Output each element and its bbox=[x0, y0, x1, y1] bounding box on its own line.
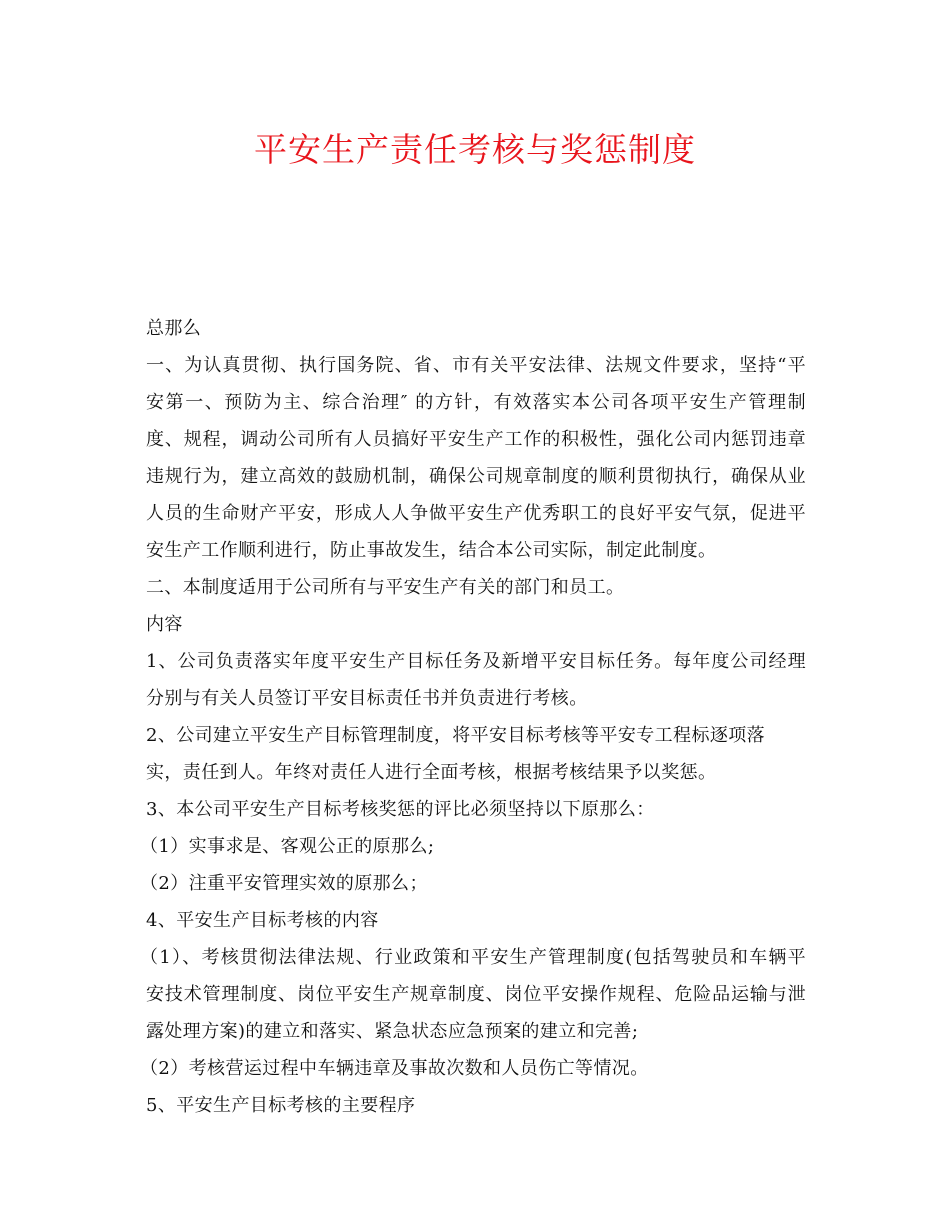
paragraph-line: 二、本制度适用于公司所有与平安生产有关的部门和员工。 bbox=[146, 577, 625, 598]
paragraph-line: 实，责任到人。年终对责任人进行全面考核，根据考核结果予以奖惩。 bbox=[146, 762, 717, 783]
list-item: （1）实事求是、客观公正的原那么; bbox=[140, 836, 435, 857]
paragraph-line: 分别与有关人员签订平安目标责任书并负责进行考核。 bbox=[146, 688, 588, 709]
document-title: 平安生产责任考核与奖惩制度 bbox=[254, 130, 696, 169]
paragraph-line: 安生产工作顺利进行，防止事故发生，结合本公司实际，制定此制度。 bbox=[146, 540, 717, 561]
paragraph-line: 人员的生命财产平安，形成人人争做平安生产优秀职工的良好平安气氛，促进平 bbox=[146, 503, 806, 524]
paragraph-line: 3、本公司平安生产目标考核奖惩的评比必须坚持以下原那么： bbox=[146, 799, 655, 820]
section-heading-general: 总那么 bbox=[146, 318, 202, 339]
section-heading-content: 内容 bbox=[146, 614, 183, 635]
paragraph-line: 4、平安生产目标考核的内容 bbox=[146, 910, 379, 931]
paragraph-line: 违规行为，建立高效的鼓励机制，确保公司规章制度的顺利贯彻执行，确保从业 bbox=[146, 466, 806, 487]
paragraph-line: 一、为认真贯彻、执行国务院、省、市有关平安法律、法规文件要求，坚持“平 bbox=[146, 355, 806, 376]
paragraph-line: 露处理方案)的建立和落实、紧急状态应急预案的建立和完善; bbox=[146, 1021, 639, 1042]
paragraph-line: 度、规程，调动公司所有人员搞好平安生产工作的积极性，强化公司内惩罚违章 bbox=[146, 429, 806, 450]
document-body bbox=[140, 310, 806, 1124]
paragraph-line: 2、公司建立平安生产目标管理制度，将平安目标考核等平安专工程标逐项落 bbox=[146, 725, 766, 746]
paragraph-line: 5、平安生产目标考核的主要程序 bbox=[146, 1095, 416, 1116]
list-item: （1）、考核贯彻法律法规、行业政策和平安生产管理制度(包括驾驶员和车辆平 bbox=[140, 947, 806, 968]
paragraph-line: 安技术管理制度、岗位平安生产规章制度、岗位平安操作规程、危险品运输与泄 bbox=[146, 984, 806, 1005]
paragraph-line: 1、公司负责落实年度平安生产目标任务及新增平安目标任务。每年度公司经理 bbox=[146, 651, 806, 672]
list-item: （2）考核营运过程中车辆违章及事故次数和人员伤亡等情况。 bbox=[140, 1058, 649, 1079]
list-item: （2）注重平安管理实效的原那么； bbox=[140, 873, 428, 894]
paragraph-line: 安第一、预防为主、综合治理″ 的方针，有效落实本公司各项平安生产管理制 bbox=[146, 392, 806, 413]
